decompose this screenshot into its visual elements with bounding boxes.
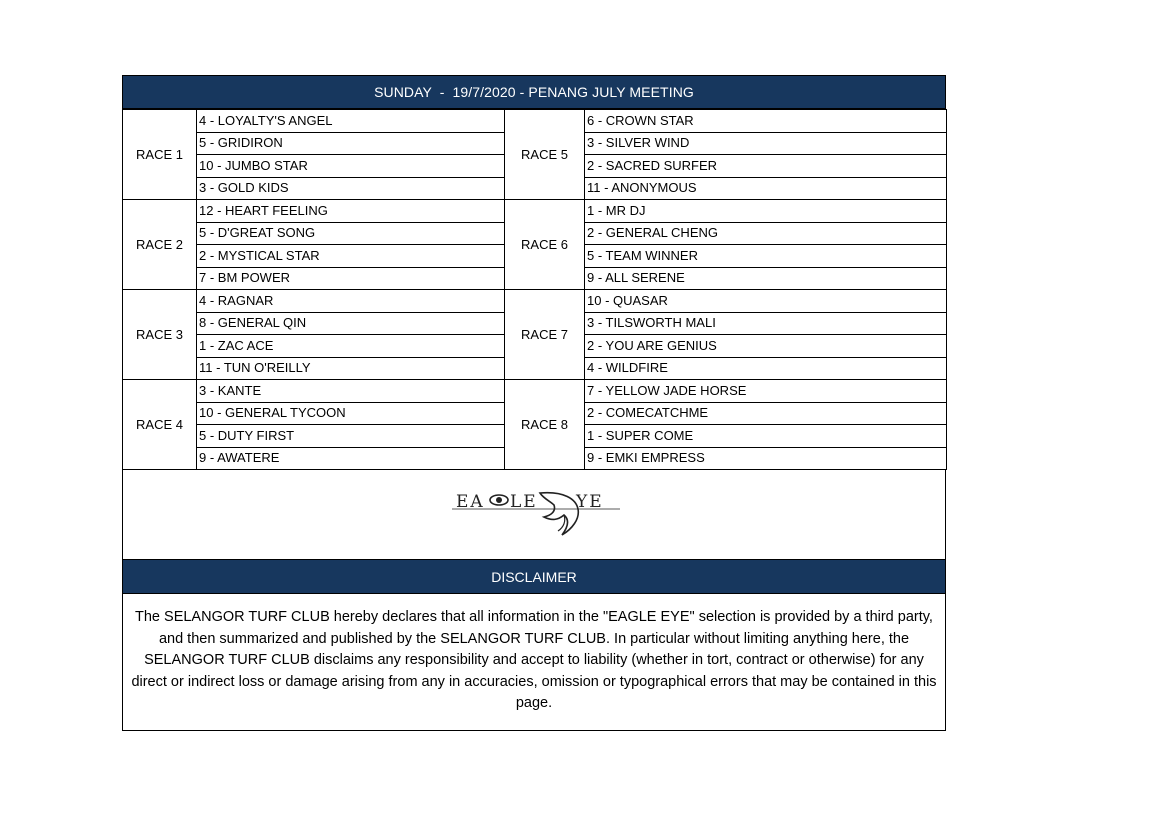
horse-selection: 9 - ALL SERENE [585,267,947,290]
horse-selection: 3 - TILSWORTH MALI [585,312,947,335]
race-label: RACE 4 [123,380,197,470]
horse-selection: 12 - HEART FEELING [197,200,505,223]
logo-text-left: EA [456,491,485,512]
race-row [123,110,947,133]
horse-selection: 1 - SUPER COME [585,425,947,448]
horse-selection: 11 - TUN O'REILLY [197,357,505,380]
race-selection-sheet [122,75,946,731]
horse-selection: 3 - GOLD KIDS [197,177,505,200]
horse-selection: 4 - RAGNAR [197,290,505,313]
horse-selection: 5 - DUTY FIRST [197,425,505,448]
race-label: RACE 6 [505,200,585,290]
horse-selection: 4 - WILDFIRE [585,357,947,380]
horse-selection: 1 - ZAC ACE [197,335,505,358]
horse-selection: 8 - GENERAL QIN [197,312,505,335]
horse-selection: 5 - TEAM WINNER [585,245,947,268]
horse-selection: 10 - QUASAR [585,290,947,313]
horse-selection: 11 - ANONYMOUS [585,177,947,200]
horse-selection: 9 - EMKI EMPRESS [585,447,947,470]
eagle-eye-logo [444,487,624,543]
race-label: RACE 8 [505,380,585,470]
horse-selection: 4 - LOYALTY'S ANGEL [197,110,505,133]
horse-selection: 3 - SILVER WIND [585,132,947,155]
horse-selection: 2 - YOU ARE GENIUS [585,335,947,358]
logo-area [122,470,946,560]
race-label: RACE 2 [123,200,197,290]
race-label: RACE 1 [123,110,197,200]
horse-selection: 10 - JUMBO STAR [197,155,505,178]
disclaimer-title: DISCLAIMER [122,560,946,594]
horse-selection: 3 - KANTE [197,380,505,403]
race-label: RACE 5 [505,110,585,200]
horse-selection: 9 - AWATERE [197,447,505,470]
logo-text-mid: LE [510,491,538,512]
race-table [122,109,947,470]
meeting-title: SUNDAY - 19/7/2020 - PENANG JULY MEETING [122,75,946,109]
horse-selection: 2 - COMECATCHME [585,402,947,425]
race-row [123,200,947,223]
race-row [123,290,947,313]
disclaimer-text: The SELANGOR TURF CLUB hereby declares that all information in the "EAGLE EYE" selection is provided by a third party, and then summarized and published by the SELANGOR TURF CLUB. In particular without limiting anything here, the SELANGOR TURF CLUB disclaims any responsibility and accept to liability (whether in tort, contract or otherwise) for any direct or indirect loss or damage arising from any in accuracies, omission or typographical errors that may be contained in this page. [122,594,946,731]
race-label: RACE 7 [505,290,585,380]
horse-selection: 2 - GENERAL CHENG [585,222,947,245]
horse-selection: 5 - D'GREAT SONG [197,222,505,245]
horse-selection: 1 - MR DJ [585,200,947,223]
race-row [123,380,947,403]
horse-selection: 2 - SACRED SURFER [585,155,947,178]
race-table-body [123,110,947,470]
horse-selection: 6 - CROWN STAR [585,110,947,133]
race-label: RACE 3 [123,290,197,380]
eagle-head-icon [540,492,578,534]
horse-selection: 5 - GRIDIRON [197,132,505,155]
horse-selection: 10 - GENERAL TYCOON [197,402,505,425]
horse-selection: 7 - YELLOW JADE HORSE [585,380,947,403]
horse-selection: 2 - MYSTICAL STAR [197,245,505,268]
horse-selection: 7 - BM POWER [197,267,505,290]
logo-text-right: YE [576,491,604,512]
